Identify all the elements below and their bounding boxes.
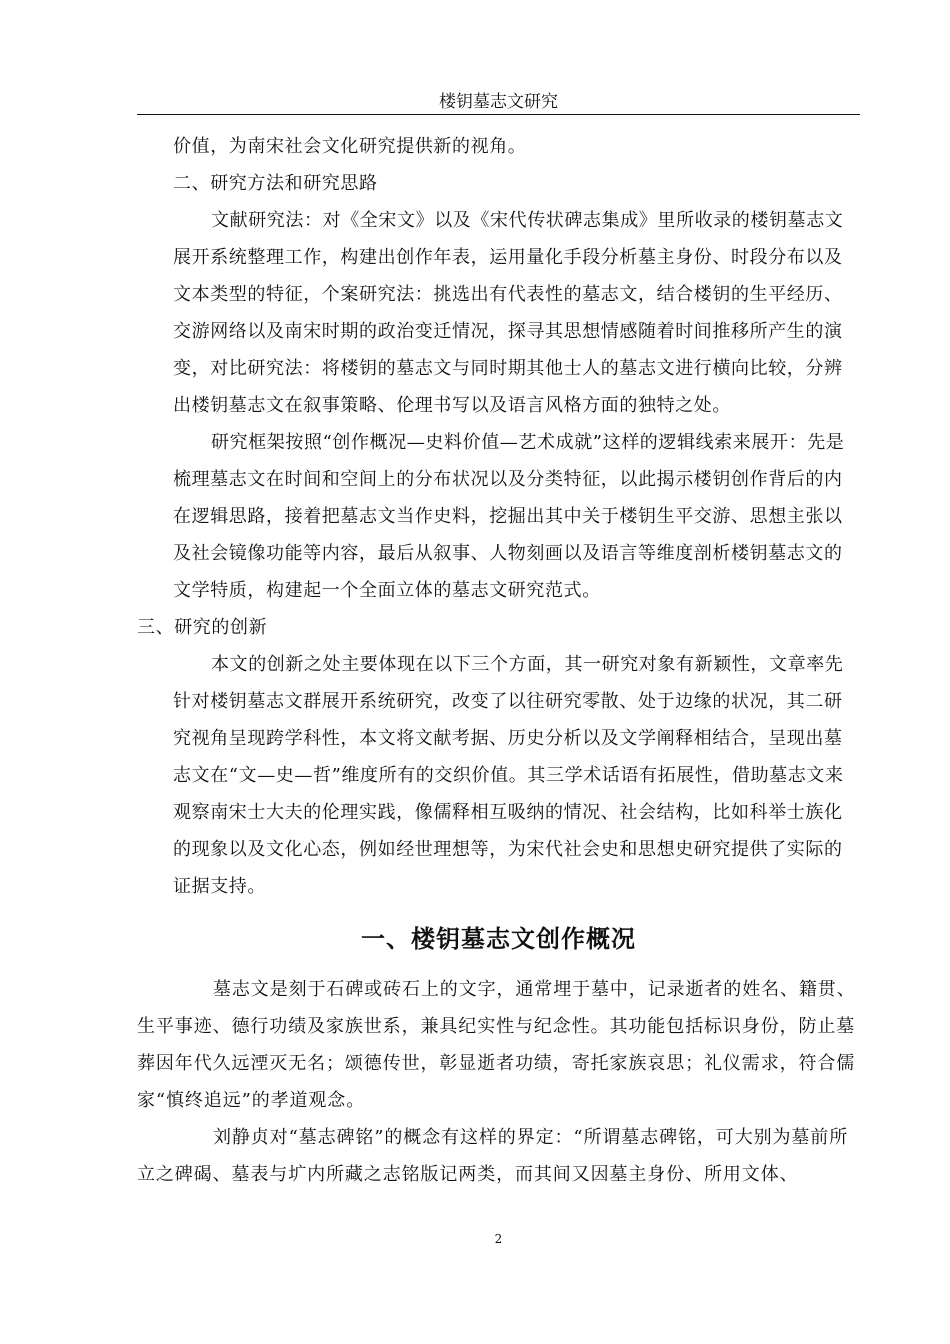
chapter-title: 一、楼钥墓志文创作概况 [361, 925, 636, 953]
methods-paragraph: 文献研究法：对《全宋文》以及《宋代传状碑志集成》里所收录的楼钥墓志文展开系统整理工作，构建出创作年表，运用量化手段分析墓主身份、时段分布以及文本类型的特征，个案研究法：挑选出有代表性的墓志文，结合楼钥的生平经历、交游网络以及南宋时期的政治变迁情况，探寻其思想情感随着时间推移所产生的演变，对比研究法：将楼钥的墓志文与同时期其他士人的墓志文进行横向比较，分辨出楼钥墓志文在叙事策略、伦理书写以及语言风格方面的独特之处。 [173, 210, 844, 416]
liu-jingzhen-quote-paragraph: 刘静贞对“墓志碑铭”的概念有这样的界定：“所谓墓志碑铭，可大别为墓前所立之碑碣、墓表与圹内所藏之志铭版记两类，而其间又因墓主身份、所用文体、 [137, 1127, 849, 1185]
page-number: 2 [494, 1232, 503, 1246]
innovation-paragraph: 本文的创新之处主要体现在以下三个方面，其一研究对象有新颖性，文章率先针对楼钥墓志文群展开系统研究，改变了以往研究零散、处于边缘的状况，其二研究视角呈现跨学科性，本文将文献考据、历史分析以及文学阐释相结合，呈现出墓志文在“文—史—哲”维度所有的交织价值。其三学术话语有拓展性，借助墓志文来观察南宋士大夫的伦理实践，像儒释相互吸纳的情况、社会结构，比如科举士族化的现象以及文化心态，例如经世理想等，为宋代社会史和思想史研究提供了实际的证据支持。 [173, 654, 844, 897]
previous-section-closing-text: 价值，为南宋社会文化研究提供新的视角。 [173, 136, 527, 157]
header-rule [137, 114, 860, 115]
section-heading-innovation: 三、研究的创新 [137, 617, 268, 638]
running-header-title: 楼钥墓志文研究 [439, 92, 558, 112]
section-heading-methods: 二、研究方法和研究思路 [173, 173, 378, 194]
epitaph-definition-paragraph: 墓志文是刻于石碑或砖石上的文字，通常埋于墓中，记录逝者的姓名、籍贯、生平事迹、德行功绩及家族世系，兼具纪实性与纪念性。其功能包括标识身份，防止墓葬因年代久远湮灭无名；颂德传世，彰显逝者功绩，寄托家族哀思；礼仪需求，符合儒家“慎终追远”的孝道观念。 [137, 979, 856, 1111]
framework-paragraph: 研究框架按照“创作概况—史料价值—艺术成就”这样的逻辑线索来展开：先是梳理墓志文在时间和空间上的分布状况以及分类特征，以此揭示楼钥创作背后的内在逻辑思路，接着把墓志文当作史料，挖掘出其中关于楼钥生平交游、思想主张以及社会镜像功能等内容，最后从叙事、人物刻画以及语言等维度剖析楼钥墓志文的文学特质，构建起一个全面立体的墓志文研究范式。 [173, 432, 845, 601]
